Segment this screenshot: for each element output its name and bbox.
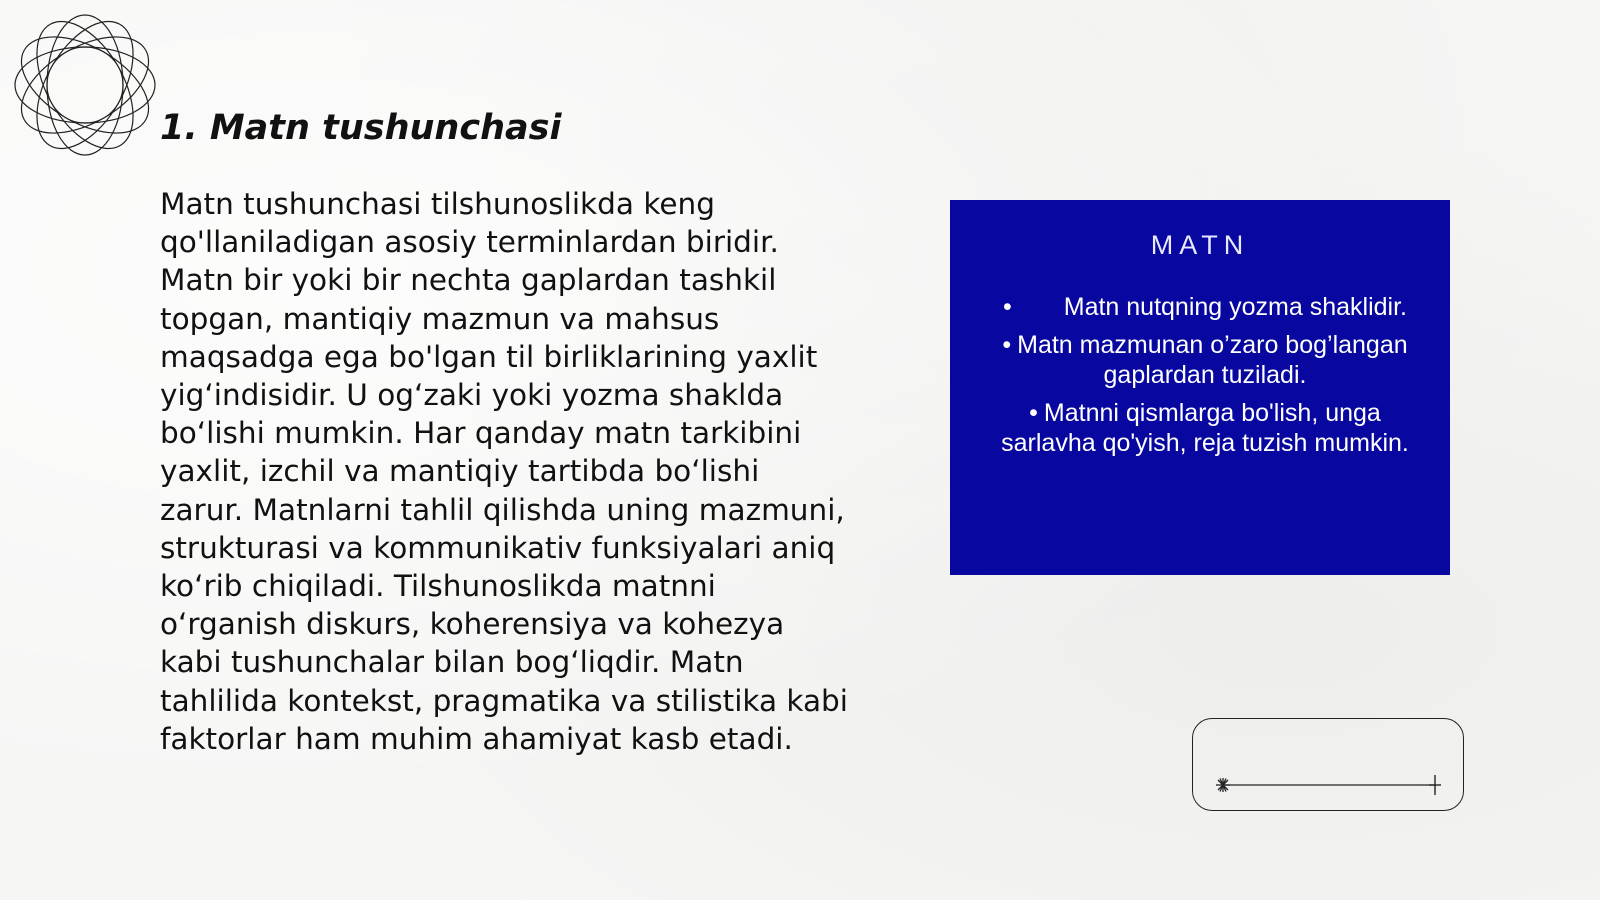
slide-body-text: Matn tushunchasi tilshunoslikda keng qo'llaniladigan asosiy terminlardan biridir. Matn bir yoki bir nechta gaplardan tashkil topgan, mantiqiy mazmun va mahsus maqsadga ega bo'lgan til birliklarining yaxlit yig‘indisidir. U og‘zaki yoki yozma shaklda bo‘lishi mumkin. Har qanday matn tarkibini yaxlit, izchil va mantiqiy tartibda bo‘lishi zarur. Matnlarni tahlil qilishda uning mazmuni, strukturasi va kommunikativ funksiyalari aniq ko‘rib chiqiladi. Tilshunoslikda matnni o‘rganish diskurs, koherensiya va kohezya kabi tushunchalar bilan bog‘liqdir. Matn tahlilida kontekst, pragmatika va stilistika kabi faktorlar ham muhim ahamiyat kasb etadi. [160, 187, 848, 756]
bullet-icon: • [1002, 293, 1012, 321]
bullet-icon: • [1002, 331, 1012, 359]
matn-card-bullet-list [995, 292, 1415, 466]
matn-card-bullet-text: Matnni qismlarga bo'lish, unga sarlavha qo'yish, reja tuzish mumkin. [1001, 399, 1409, 457]
sparkle-cross-icon [1429, 775, 1441, 795]
matn-card-bullet-text: Matn mazmunan o’zaro bog’langan gaplardan tuziladi. [1017, 331, 1408, 389]
matn-image-card [950, 200, 1450, 575]
matn-card-bullet [995, 330, 1415, 390]
slide-title: 1. Matn tushunchasi [160, 108, 562, 148]
bullet-icon: • [1029, 399, 1038, 427]
decorative-slider-frame [1192, 718, 1464, 811]
starburst-icon [1216, 778, 1230, 792]
matn-card-bullet [995, 292, 1415, 322]
rosette-ornament-icon [10, 10, 160, 160]
decorative-slider-track [1213, 775, 1443, 795]
matn-card-heading: MATN [1150, 230, 1250, 260]
matn-card-bullet [995, 398, 1415, 458]
matn-card-bullet-text: Matn nutqning yozma shaklidir. [1063, 293, 1407, 321]
